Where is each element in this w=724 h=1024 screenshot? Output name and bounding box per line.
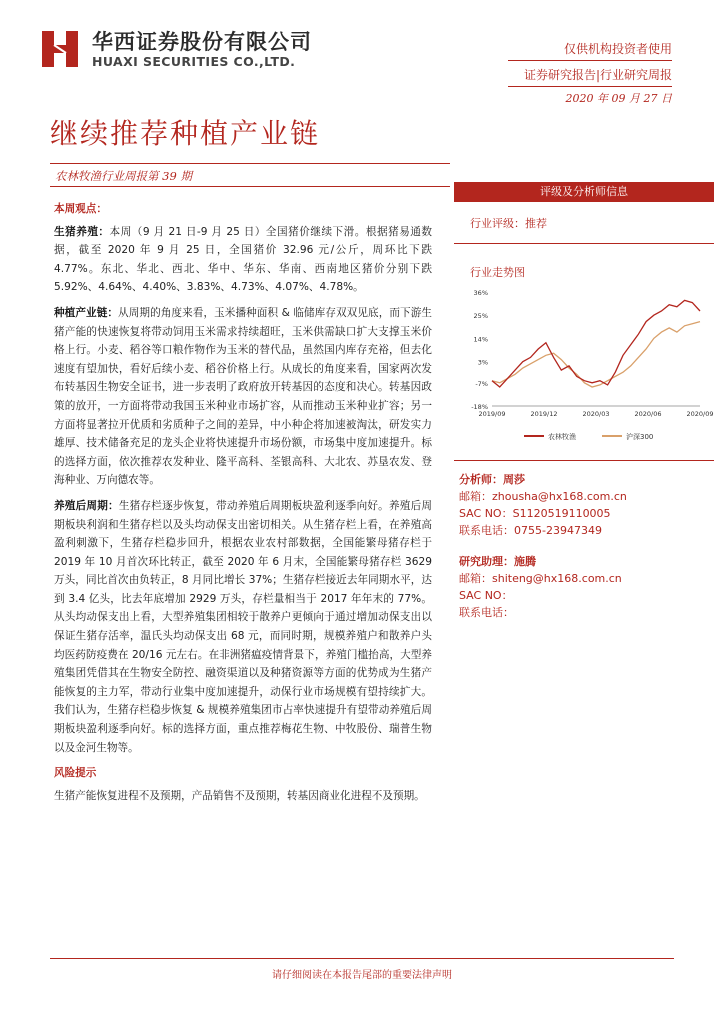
sac-label: SAC NO： — [459, 507, 513, 520]
panel-divider — [454, 243, 714, 244]
analyst-card — [459, 553, 714, 621]
analyst-name: 周莎 — [503, 473, 525, 486]
x-tick-label: 2020/03 — [582, 410, 610, 418]
report-date: 2020 年 09 月 27 日 — [565, 92, 672, 105]
header-divider — [508, 60, 672, 61]
report-subtitle: 农林牧渔行业周报第 39 期 — [55, 169, 192, 183]
legend-label: 沪深300 — [626, 433, 654, 441]
panel-header: 评级及分析师信息 — [454, 182, 714, 202]
x-tick-label: 2020/09 — [686, 410, 714, 418]
analyst-row — [459, 488, 714, 505]
y-tick-label: 25% — [473, 312, 488, 321]
industry-rating — [470, 215, 714, 231]
panel-divider — [454, 460, 714, 461]
legal-notice: 请仔细阅读在本报告尾部的重要法律声明 — [272, 970, 452, 981]
email-label: 邮箱： — [459, 490, 492, 503]
y-tick-label: 14% — [473, 335, 488, 344]
paragraph-hog-farming — [54, 223, 432, 297]
investor-notice: 仅供机构投资者使用 — [563, 42, 672, 56]
trend-chart — [454, 284, 714, 454]
paragraph-text: 生猪存栏逐步恢复，带动养殖后周期板块盈利逐季向好。养殖后周期板块利润和生猪存栏以及头均动保支出密切相关。从生猪存栏上看，在养殖高盈利刺激下，生猪存栏稳步回升，根据农业农村部数据，全国能繁母猪存栏于 2019 年 10 月首次环比转正，截至 2020 年 6 月末，全国能繁母猪存栏 3629 万头，同比首次由负转正，8 月同比增长 37%；生猪存栏接近去年同期水平，达到 3.4 亿头，比去年底增加 2929 万头，存栏量相当于 2017 年年末的 77%。从头均动保支出上看，大型养殖集团相较于散养户更倾向于通过增加动保支出以保证生猪存活率，温氏头均动保支出 68 元，而同时期，规模养殖户和散养户头均医药防疫费在 20/16 元左右。在非洲猪瘟疫情背景下，养殖门槛抬高，大型养殖集团凭借其在生物安全防控、融资渠道以及种猪资源等方面的优势成为生猪产能恢复的主力军，带动行业集中度加速提升，动保行业市场规模有望持续扩大。我们认为，生猪存栏稳步恢复 & 规模养殖集团市占率快速提升有望带动养殖后周期板块盈利逐季向好。标的选择方面，重点推荐梅花生物、中牧股份、瑞普生物以及金河生物等。 — [54, 499, 433, 754]
sac-label: SAC NO： — [459, 589, 513, 602]
sac-value: S1120519110005 — [512, 507, 611, 520]
rating-label: 行业评级： — [470, 217, 525, 230]
analyst-role: 分析师： — [459, 473, 503, 486]
paragraph-text: 本周（9 月 21 日-9 月 25 日）全国猪价继续下滑。根据猪易通数据，截至 2020 年 9 月 25 日，全国猪价 32.96 元/公斤，周环比下跌 4.77%。东北、华北、西北、华中、华东、华南、西南地区猪价分别下跌 5.92%、4.64%、4.40%、3.83%、4.73%、4.07%、4.78%。 — [54, 225, 432, 294]
huaxi-logo-icon — [38, 27, 82, 71]
phone-label: 联系电话： — [459, 606, 514, 619]
section-heading-viewpoint: 本周观点： — [54, 203, 107, 215]
analyst-role: 研究助理： — [459, 555, 514, 568]
analyst-card — [459, 471, 714, 539]
legend-label: 农林牧渔 — [548, 433, 576, 441]
paragraph-text: 从周期的角度来看，玉米播种面积 & 临储库存双双见底，而下游生猪产能的快速恢复将带动饲用玉米需求持续超旺，玉米供需缺口扩大支撑玉米价格上行。小麦、稻谷等口粮作物作为玉米的替代品，虽然国内库存充裕，但去化速度有望加快，看好后续小麦、稻谷价格上行。从成长的角度来看，国家两次发布转基因生物安全证书，进一步表明了政府放开转基因的态度和决心。转基因政策的放开，一方面将带动我国玉米种业市场扩容，从而推动玉米种业扩容；另一方面将显著拉开优质和劣质种子之间的差异，中小种企将加速被淘汰，研发实力雄厚、技术储备充足的龙头企业将快速提升市场份额，市场集中度加速提升。标的选择方面，依次推荐农发种业、隆平高科、荃银高科、大北农、苏垦农发、登海种业、万向德农等。 — [54, 306, 432, 487]
footer-divider — [50, 958, 674, 959]
paragraph-planting-chain — [54, 304, 432, 490]
analyst-row — [459, 471, 714, 488]
company-name-cn: 华西证券股份有限公司 — [92, 30, 312, 54]
y-tick-label: -7% — [475, 379, 488, 388]
title-divider — [50, 163, 450, 164]
report-body — [54, 200, 432, 812]
x-tick-label: 2019/09 — [478, 410, 506, 418]
y-tick-label: 36% — [473, 289, 488, 297]
header-divider — [508, 86, 672, 87]
subtitle-divider — [50, 186, 450, 187]
x-tick-label: 2019/12 — [530, 410, 558, 418]
analyst-row — [459, 505, 714, 522]
trend-chart-title: 行业走势图 — [470, 266, 525, 279]
analyst-row — [459, 604, 714, 621]
rating-panel — [454, 182, 714, 621]
rating-value: 推荐 — [525, 217, 547, 230]
analyst-row — [459, 522, 714, 539]
section-heading-risk: 风险提示 — [54, 767, 97, 780]
series-line-agriculture — [492, 300, 700, 387]
phone-label: 联系电话： — [459, 524, 514, 537]
email-value[interactable]: zhousha@hx168.com.cn — [492, 490, 627, 503]
company-name-en: HUAXI SECURITIES CO.,LTD. — [92, 54, 296, 69]
paragraph-risk: 生猪产能恢复进程不及预期，产品销售不及预期，转基因商业化进程不及预期。 — [54, 789, 425, 802]
report-type: 证券研究报告|行业研究周报 — [523, 68, 672, 82]
analyst-row — [459, 570, 714, 587]
analyst-row — [459, 587, 714, 604]
phone-value: 0755-23947349 — [514, 524, 602, 537]
analyst-row — [459, 553, 714, 570]
y-tick-label: -18% — [471, 403, 488, 411]
paragraph-label: 养殖后周期： — [54, 499, 119, 512]
analyst-list — [454, 471, 714, 621]
x-tick-label: 2020/06 — [634, 410, 662, 418]
paragraph-post-cycle — [54, 497, 432, 757]
paragraph-label: 种植产业链： — [54, 306, 119, 319]
analyst-name: 施腾 — [514, 555, 536, 568]
paragraph-label: 生猪养殖： — [54, 225, 110, 238]
email-value[interactable]: shiteng@hx168.com.cn — [492, 572, 622, 585]
email-label: 邮箱： — [459, 572, 492, 585]
series-line-hs300 — [492, 322, 700, 387]
report-title: 继续推荐种植产业链 — [50, 117, 321, 150]
y-tick-label: 3% — [477, 358, 488, 367]
